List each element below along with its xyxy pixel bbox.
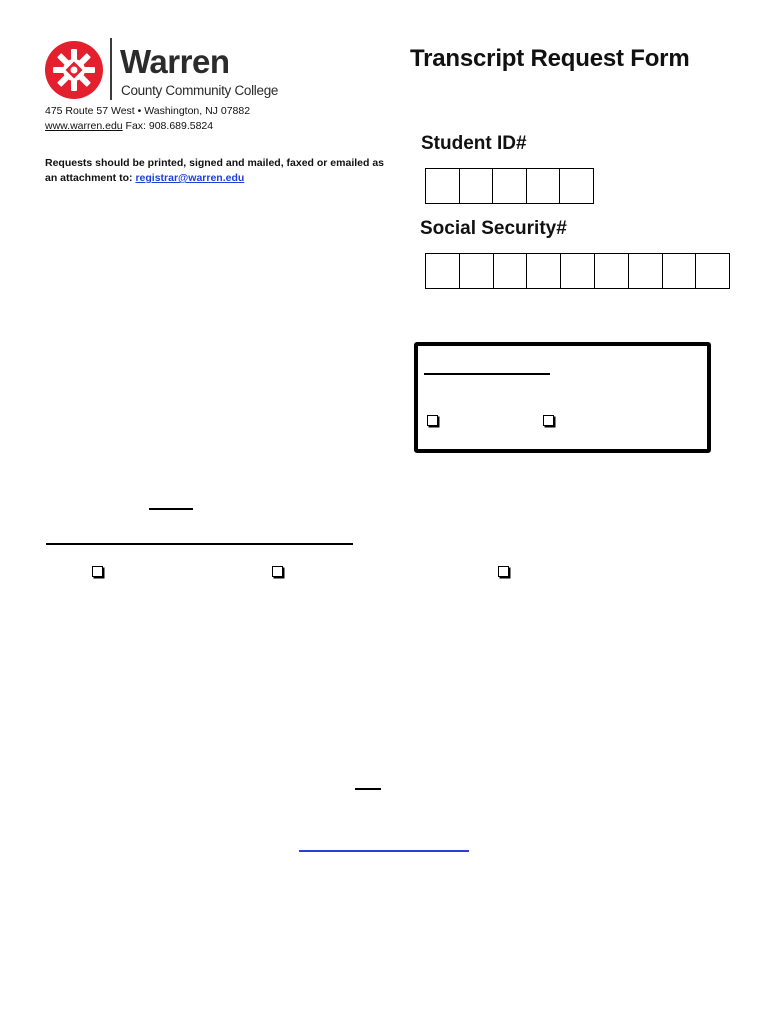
student-id-digit-box[interactable] xyxy=(526,168,561,204)
ssn-digit-box[interactable] xyxy=(628,253,663,289)
student-id-digit-box[interactable] xyxy=(459,168,494,204)
checkbox-icon[interactable] xyxy=(92,566,103,577)
short-blank-line xyxy=(355,788,381,790)
ssn-digit-box[interactable] xyxy=(493,253,528,289)
registrar-email-link[interactable]: registrar@warren.edu xyxy=(135,172,245,184)
ssn-digit-box[interactable] xyxy=(594,253,629,289)
ssn-label: Social Security# xyxy=(420,218,567,239)
student-id-label: Student ID# xyxy=(421,133,527,154)
logo-divider xyxy=(110,38,112,100)
student-id-digit-box[interactable] xyxy=(559,168,594,204)
ssn-digit-box[interactable] xyxy=(695,253,730,289)
ssn-digit-box[interactable] xyxy=(459,253,494,289)
website-link[interactable]: www.warren.edu xyxy=(45,120,123,132)
student-id-digit-box[interactable] xyxy=(425,168,460,204)
checkbox-icon[interactable] xyxy=(272,566,283,577)
college-logo-icon xyxy=(44,40,104,100)
instructions-text: Requests should be printed, signed and mailed, faxed or emailed as an attachment to: xyxy=(45,157,384,184)
link-underline xyxy=(299,850,469,852)
fax-number: Fax: 908.689.5824 xyxy=(122,120,214,132)
ssn-field xyxy=(425,253,730,289)
ssn-digit-box[interactable] xyxy=(526,253,561,289)
student-id-field xyxy=(425,168,594,204)
page-title: Transcript Request Form xyxy=(410,45,690,72)
bordered-box xyxy=(414,342,711,453)
ssn-digit-box[interactable] xyxy=(425,253,460,289)
ssn-digit-box[interactable] xyxy=(662,253,697,289)
checkbox-icon[interactable] xyxy=(498,566,509,577)
student-id-digit-box[interactable] xyxy=(492,168,527,204)
logo-subtitle: County Community College xyxy=(121,83,279,98)
checkbox-icon[interactable] xyxy=(543,415,554,426)
long-blank-line xyxy=(46,543,353,545)
submission-instructions xyxy=(45,156,390,186)
ssn-digit-box[interactable] xyxy=(560,253,595,289)
box-heading-line xyxy=(424,373,550,375)
short-blank-line xyxy=(149,508,193,510)
checkbox-icon[interactable] xyxy=(427,415,438,426)
college-address: 475 Route 57 West • Washington, NJ 07882 xyxy=(45,105,251,117)
logo-wordmark: Warren xyxy=(120,43,230,80)
contact-line xyxy=(45,119,213,133)
